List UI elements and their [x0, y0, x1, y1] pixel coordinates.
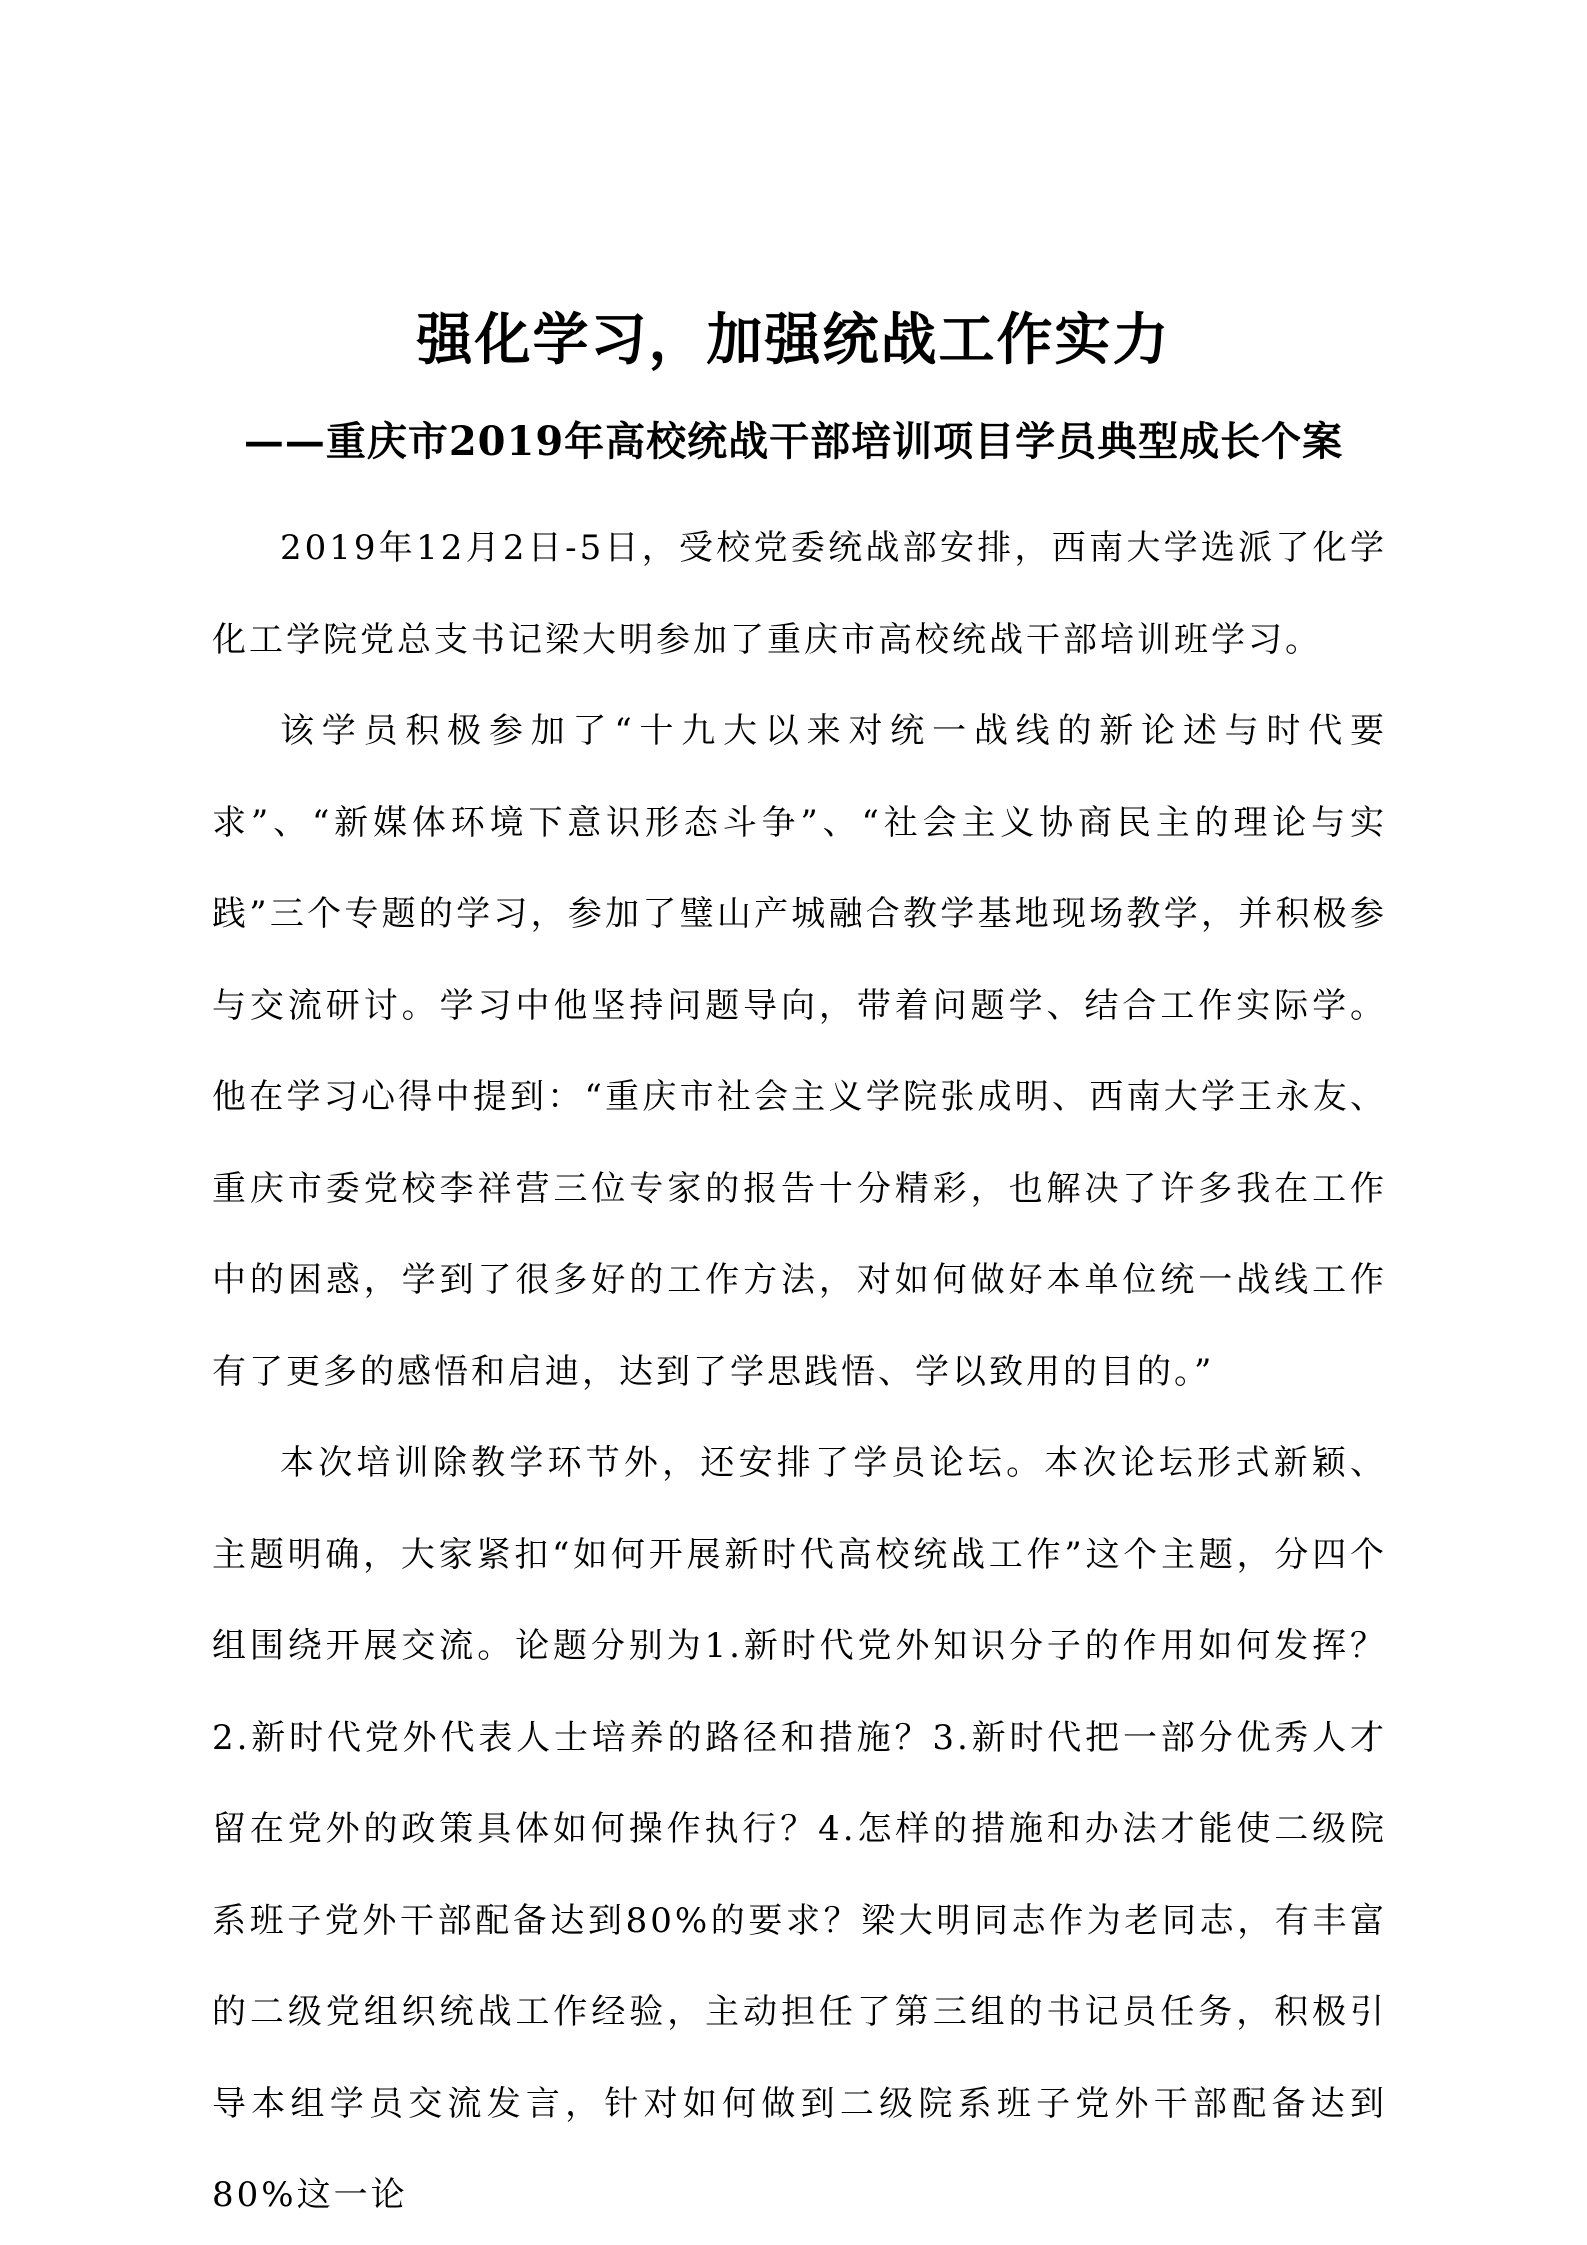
- document-title: 强化学习，加强统战工作实力: [416, 307, 1171, 373]
- document-body: [212, 503, 1387, 2242]
- paragraph: 2019年12月2日-5日，受校党委统战部安排，西南大学选派了化学化工学院党总支书记梁大明参加了重庆市高校统战干部培训班学习。: [212, 528, 1387, 660]
- paragraph: 该学员积极参加了“十九大以来对统一战线的新论述与时代要求”、“新媒体环境下意识形态斗争”、“社会主义协商民主的理论与实践”三个专题的学习，参加了璧山产城融合教学基地现场教学，并积极参与交流研讨。学习中他坚持问题导向，带着问题学、结合工作实际学。他在学习心得中提到：“重庆市社会主义学院张成明、西南大学王永友、重庆市委党校李祥营三位专家的报告十分精彩，也解决了许多我在工作中的困惑，学到了很多好的工作方法，对如何做好本单位统一战线工作有了更多的感悟和启迪，达到了学思践悟、学以致用的目的。”: [212, 711, 1387, 1392]
- paragraph: 本次培训除教学环节外，还安排了学员论坛。本次论坛形式新颖、主题明确，大家紧扣“如何开展新时代高校统战工作”这个主题，分四个组围绕开展交流。论题分别为1.新时代党外知识分子的作用如何发挥？2.新时代党外代表人士培养的路径和措施？3.新时代把一部分优秀人才留在党外的政策具体如何操作执行？4.怎样的措施和办法才能使二级院系班子党外干部配备达到80%的要求？梁大明同志作为老同志，有丰富的二级党组织统战工作经验，主动担任了第三组的书记员任务，积极引导本组学员交流发言，针对如何做到二级院系班子党外干部配备达到80%这一论: [212, 1443, 1387, 2215]
- document-subtitle: ——重庆市2019年高校统战干部培训项目学员典型成长个案: [243, 418, 1344, 465]
